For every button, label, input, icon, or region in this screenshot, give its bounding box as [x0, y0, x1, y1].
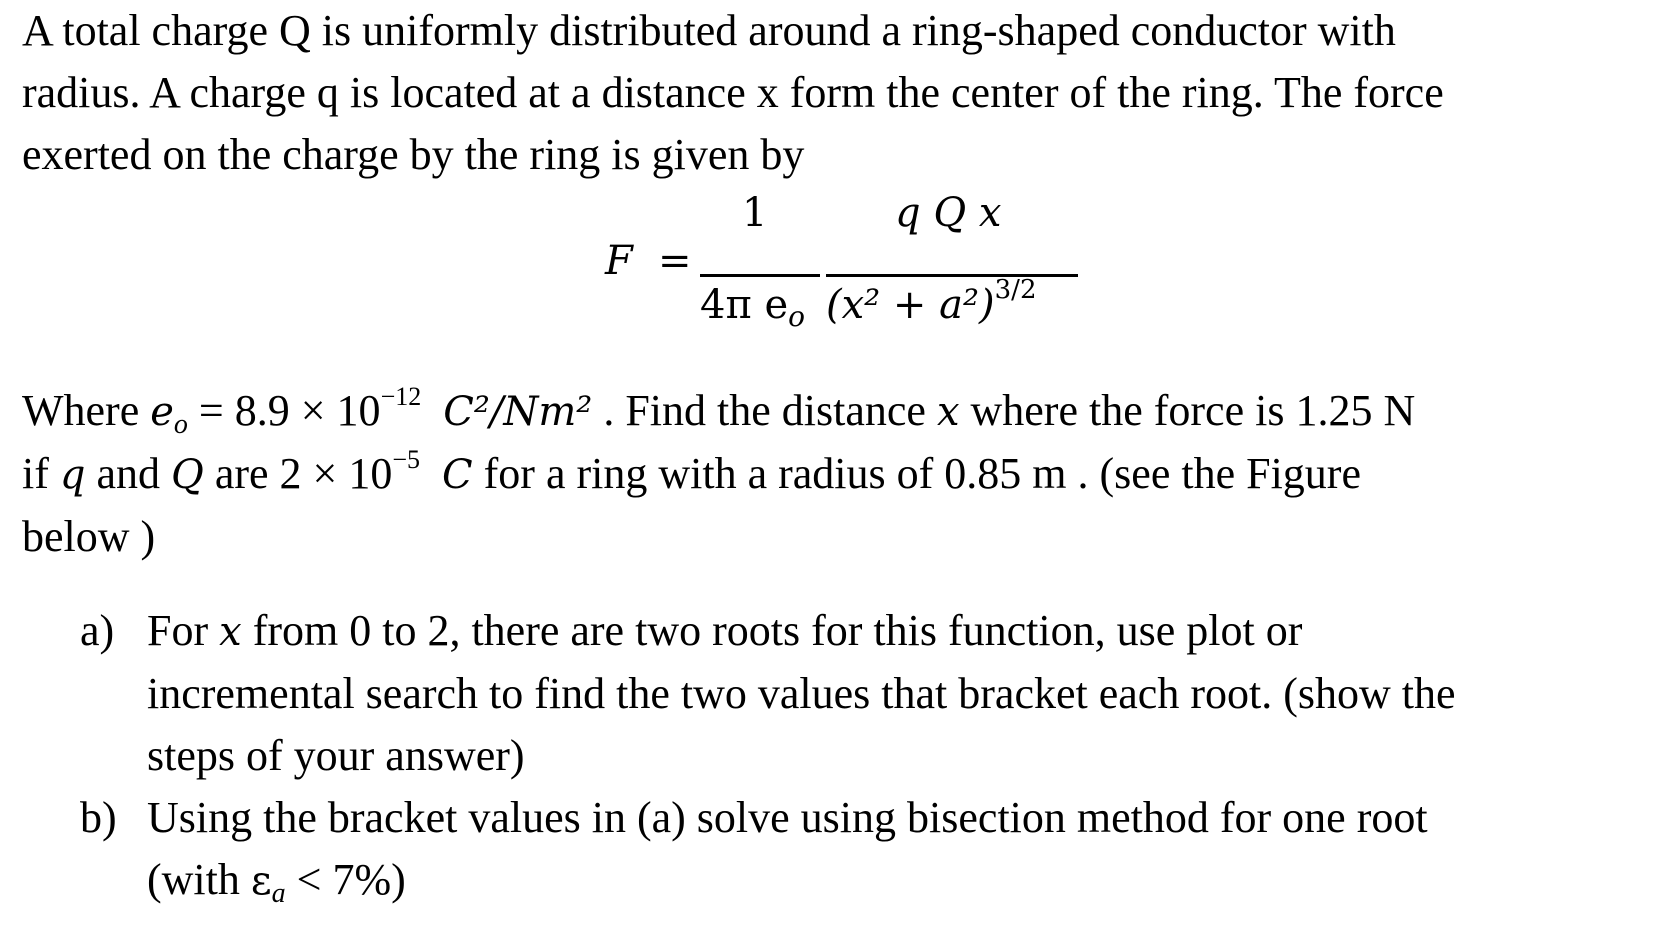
item-line: incremental search to find the two values that bracket each root. (show the — [147, 669, 1456, 718]
question-list — [80, 600, 1456, 912]
radius-text: for a ring with a radius of 0.85 m . (see the Figure — [472, 449, 1361, 498]
fraction2-denominator — [826, 275, 1037, 328]
item-line: Using the bracket values in (a) solve using bisection method for one root — [147, 793, 1428, 842]
intro-line: radius. A charge q is located at a distance x form the center of the ring. The force — [22, 68, 1444, 117]
x-symbol: x — [936, 389, 960, 435]
item-line — [147, 849, 1456, 912]
if-text: if — [22, 449, 60, 498]
conditions-line — [22, 443, 1415, 506]
x-symbol: x — [219, 609, 242, 655]
formula-equals: = — [658, 238, 692, 284]
q-symbol: q — [59, 452, 86, 498]
formula-lhs: F — [605, 238, 633, 284]
permittivity-symbol: e — [150, 389, 174, 435]
fraction1-denominator — [700, 282, 805, 333]
where-text: Where — [22, 386, 151, 435]
item-text: For — [147, 606, 220, 655]
permittivity-unit: C²/Nm² — [443, 389, 593, 435]
fraction1-denominator-subscript: o — [788, 300, 805, 333]
fraction1-denominator-text: 4π e — [700, 282, 789, 328]
item-text: < 7%) — [285, 855, 406, 904]
conditions-line: below ) — [22, 512, 156, 561]
intro-line: exerted on the charge by the ring is given by — [22, 130, 805, 179]
item-text: from 0 to 2, there are two roots for this function, use plot or — [241, 606, 1303, 655]
intro-line: A total charge Q is uniformly distributed around a ring-shaped conductor with — [22, 6, 1396, 55]
find-text: . Find the distance — [592, 386, 937, 435]
permittivity-value: = 8.9 × 10 — [187, 386, 381, 435]
force-formula — [0, 190, 1678, 340]
epsilon-symbol: ε — [250, 858, 272, 904]
item-text: (with — [147, 855, 251, 904]
fraction2-bar — [826, 274, 1078, 277]
fraction2-denominator-text: (x² + a²) — [826, 282, 995, 328]
fraction2-denominator-exponent: 3/2 — [994, 275, 1037, 305]
coulomb-unit: C — [442, 452, 473, 498]
list-item — [80, 787, 1456, 912]
charge-value: are 2 × 10 — [203, 449, 393, 498]
fraction1-bar — [700, 274, 820, 277]
conditions-line — [22, 380, 1415, 443]
fraction1-numerator: 1 — [742, 190, 768, 236]
list-item — [80, 600, 1456, 787]
charge-exponent: −5 — [392, 445, 421, 474]
item-line — [147, 600, 1456, 663]
and-text: and — [85, 449, 172, 498]
problem-intro — [22, 0, 1444, 186]
item-marker: b) — [80, 793, 117, 842]
permittivity-exponent: −12 — [380, 382, 422, 411]
item-marker: a) — [80, 606, 115, 655]
force-text: where the force is 1.25 N — [959, 386, 1416, 435]
item-line: steps of your answer) — [147, 731, 525, 780]
permittivity-subscript: o — [173, 409, 188, 440]
problem-conditions — [22, 380, 1415, 568]
epsilon-subscript: a — [271, 878, 286, 909]
fraction2-numerator: q Q x — [895, 190, 1002, 236]
Q-symbol: Q — [171, 452, 204, 498]
